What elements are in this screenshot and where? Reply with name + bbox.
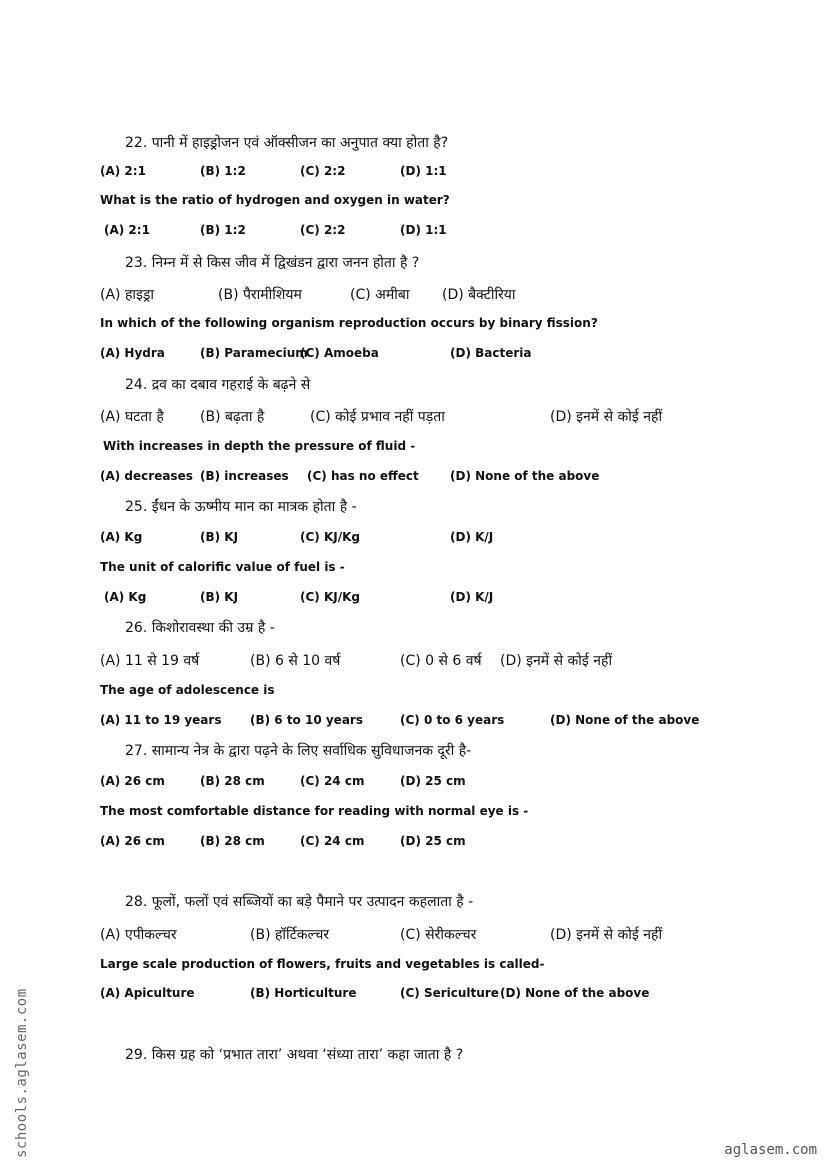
question-27-english: The most comfortable distance for reading with normal eye is - (100, 804, 529, 818)
option-b: (B) 1:2 (200, 164, 246, 178)
option-d: (D) इनमें से कोई नहीं (550, 409, 663, 425)
option-d: (D) Bacteria (450, 346, 532, 360)
option-c: (C) KJ/Kg (300, 530, 360, 544)
option-d: (D) None of the above (500, 986, 650, 1000)
option-d: (D) None of the above (450, 469, 600, 483)
question-26-english: The age of adolescence is (100, 683, 275, 697)
option-b: (B) 28 cm (200, 774, 265, 788)
option-c: (C) 24 cm (300, 834, 365, 848)
option-a: (A) Kg (104, 590, 147, 604)
option-d: (D) None of the above (550, 713, 700, 727)
question-27-hindi: 27. सामान्य नेत्र के द्वारा पढ़ने के लिए सर्वाधिक सुविधाजनक दूरी है- (125, 743, 472, 759)
option-a: (A) हाइड्रा (100, 287, 155, 303)
option-c: (C) 0 से 6 वर्ष (400, 653, 482, 669)
option-d: (D) इनमें से कोई नहीं (500, 653, 613, 669)
question-28-english: Large scale production of flowers, fruits and vegetables is called- (100, 957, 545, 971)
option-a: (A) 26 cm (100, 834, 165, 848)
option-a: (A) Apiculture (100, 986, 195, 1000)
question-23-english: In which of the following organism reproduction occurs by binary fission? (100, 316, 598, 330)
option-c: (C) 24 cm (300, 774, 365, 788)
question-22-hindi: 22. पानी में हाइड्रोजन एवं ऑक्सीजन का अनुपात क्या होता है? (125, 135, 449, 151)
option-c: (C) Amoeba (300, 346, 379, 360)
option-c: (C) has no effect (307, 469, 419, 483)
question-25-english: The unit of calorific value of fuel is - (100, 560, 345, 574)
option-d: (D) 25 cm (400, 774, 466, 788)
question-25-hindi: 25. ईंधन के ऊष्मीय मान का मात्रक होता है - (125, 499, 357, 515)
option-c: (C) 2:2 (300, 164, 346, 178)
option-d: (D) 25 cm (400, 834, 466, 848)
option-d: (D) 1:1 (400, 164, 447, 178)
option-c: (C) KJ/Kg (300, 590, 360, 604)
option-b: (B) पैरामीशियम (218, 287, 302, 303)
bottom-watermark: aglasem.com (724, 1142, 817, 1158)
option-d: (D) K/J (450, 590, 494, 604)
option-c: (C) अमीबा (350, 287, 410, 303)
option-b: (B) 6 से 10 वर्ष (250, 653, 341, 669)
option-c: (C) 0 to 6 years (400, 713, 505, 727)
option-c: (C) 2:2 (300, 223, 346, 237)
option-d: (D) बैक्टीरिया (442, 287, 516, 303)
option-b: (B) 1:2 (200, 223, 246, 237)
option-b: (B) 28 cm (200, 834, 265, 848)
option-d: (D) K/J (450, 530, 494, 544)
option-a: (A) 2:1 (100, 164, 146, 178)
option-b: (B) KJ (200, 590, 239, 604)
option-b: (B) हॉर्टिकल्चर (250, 927, 330, 943)
option-a: (A) decreases (100, 469, 193, 483)
option-a: (A) एपीकल्चर (100, 927, 177, 943)
option-b: (B) KJ (200, 530, 239, 544)
option-a: (A) Kg (100, 530, 143, 544)
question-23-hindi: 23. निम्न में से किस जीव में द्विखंडन द्वारा जनन होता है ? (125, 255, 420, 271)
option-c: (C) Sericulture (400, 986, 499, 1000)
option-d: (D) इनमें से कोई नहीं (550, 927, 663, 943)
option-b: (B) बढ़ता है (200, 409, 265, 425)
question-22-english: What is the ratio of hydrogen and oxygen in water? (100, 193, 450, 207)
option-a: (A) घटता है (100, 409, 164, 425)
option-c: (C) सेरीकल्चर (400, 927, 477, 943)
option-a: (A) Hydra (100, 346, 165, 360)
question-24-hindi: 24. द्रव का दबाव गहराई के बढ़ने से (125, 377, 311, 393)
option-a: (A) 11 to 19 years (100, 713, 222, 727)
question-24-english: With increases in depth the pressure of fluid - (103, 439, 416, 453)
question-26-hindi: 26. किशोरावस्था की उम्र है - (125, 620, 275, 636)
option-a: (A) 11 से 19 वर्ष (100, 653, 200, 669)
option-a: (A) 2:1 (104, 223, 150, 237)
option-b: (B) increases (200, 469, 289, 483)
question-28-hindi: 28. फूलों, फलों एवं सब्जियों का बड़े पैमाने पर उत्पादन कहलाता है - (125, 894, 474, 910)
option-b: (B) Paramecium (200, 346, 308, 360)
question-29-hindi: 29. किस ग्रह को ‘प्रभात तारा’ अथवा ‘संध्या तारा’ कहा जाता है ? (125, 1047, 464, 1063)
option-a: (A) 26 cm (100, 774, 165, 788)
option-d: (D) 1:1 (400, 223, 447, 237)
option-b: (B) 6 to 10 years (250, 713, 363, 727)
option-c: (C) कोई प्रभाव नहीं पड़ता (310, 409, 445, 425)
side-watermark: schools.aglasem.com (14, 988, 30, 1158)
option-b: (B) Horticulture (250, 986, 357, 1000)
